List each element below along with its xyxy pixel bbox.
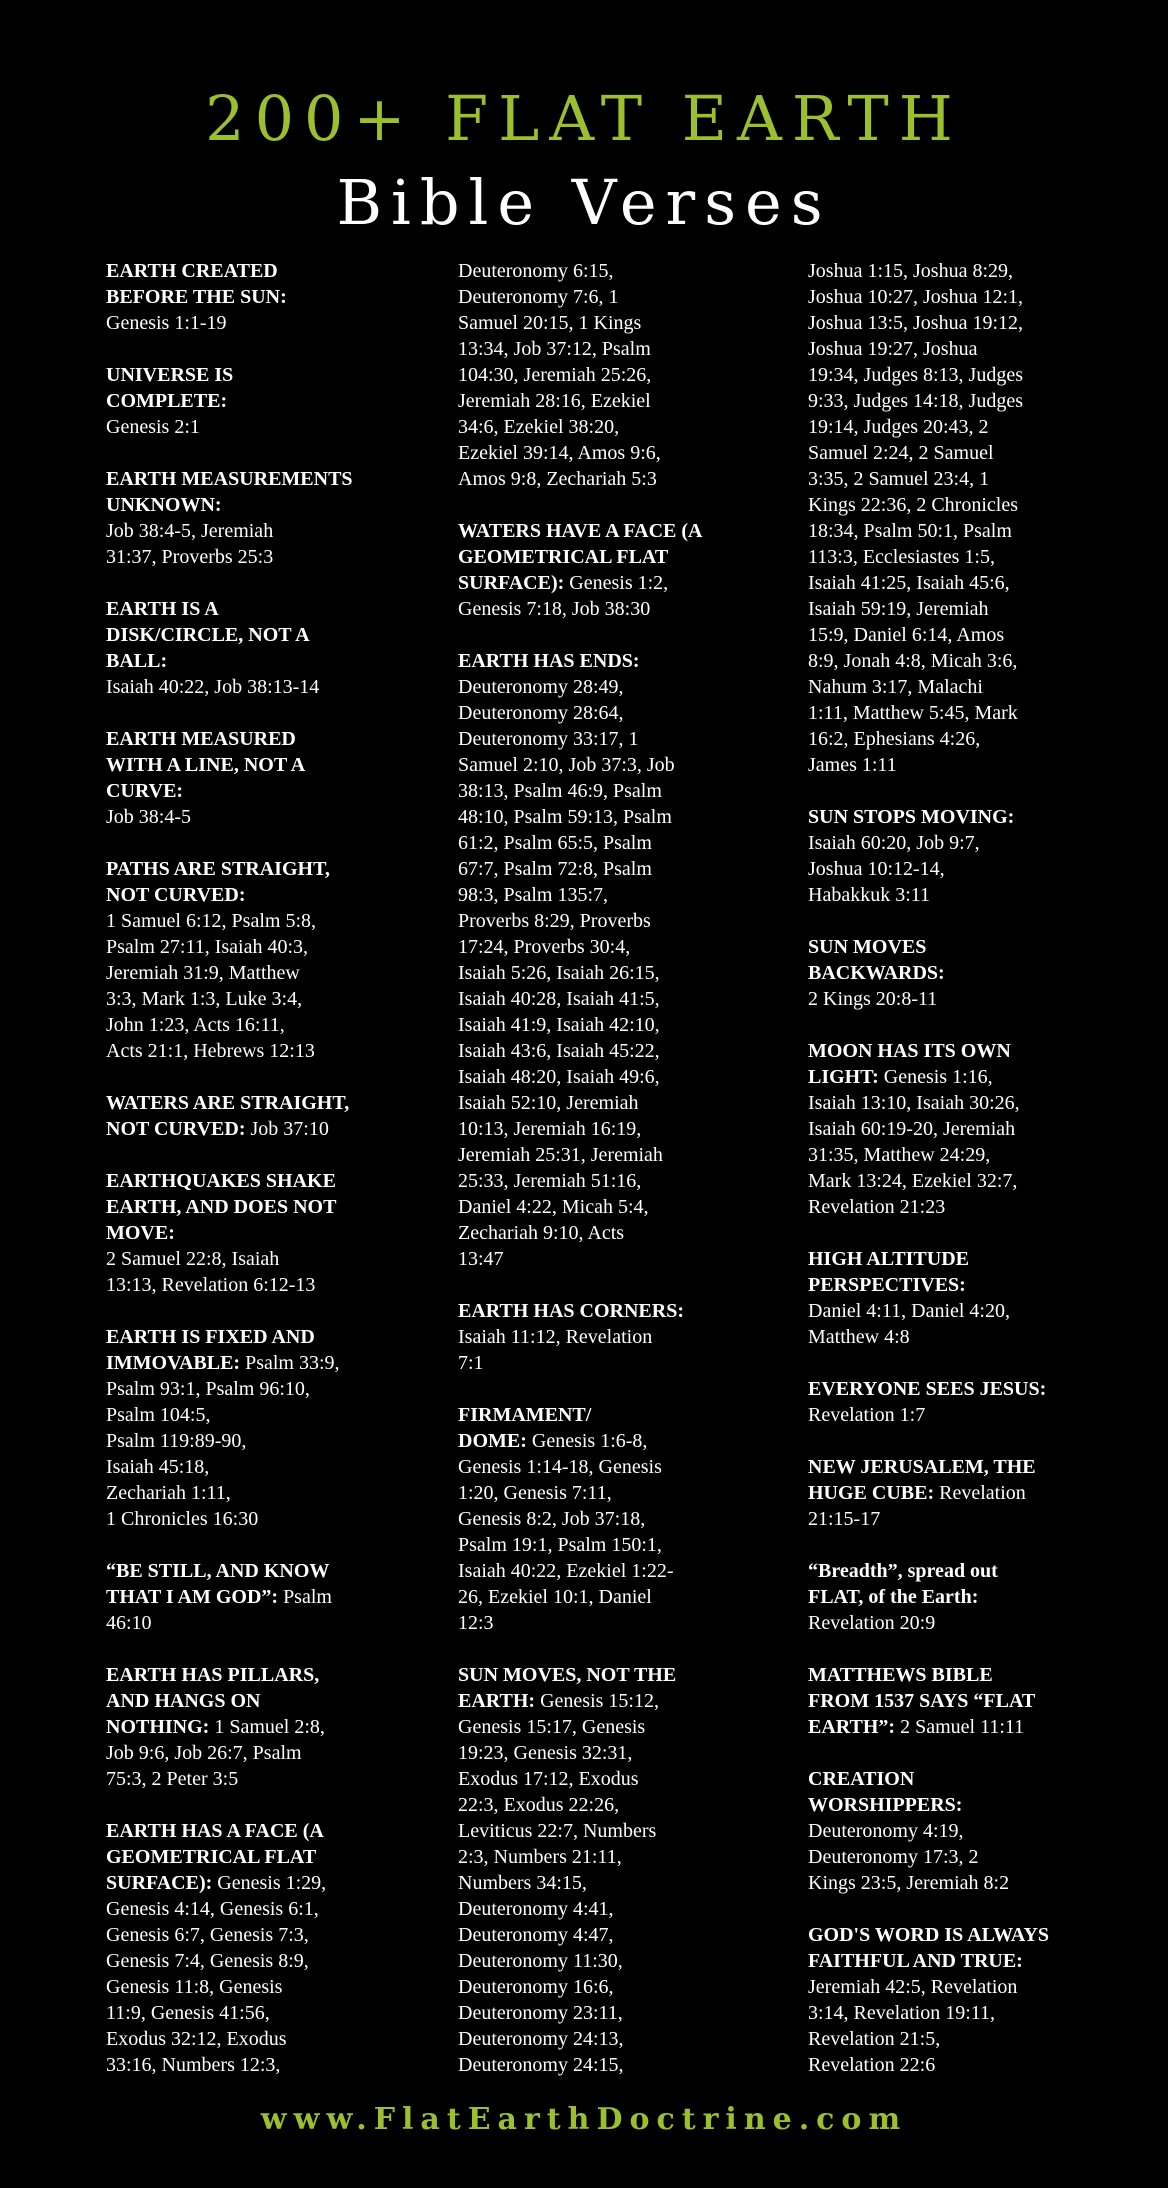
verse-entry <box>808 1376 1146 1428</box>
entry-heading: UNIVERSE IS COMPLETE: <box>106 364 234 412</box>
entry-verses: Isaiah 40:22, Job 38:13-14 <box>106 676 320 698</box>
verse-entry <box>106 856 444 1064</box>
entry-verses: Genesis 2:1 <box>106 416 200 438</box>
entry-verses: 1 Samuel 2:8, Job 9:6, Job 26:7, Psalm 75:3, 2 Peter 3:5 <box>106 1716 325 1790</box>
entry-verses: 2 Samuel 22:8, Isaiah 13:13, Revelation 6:12-13 <box>106 1248 316 1296</box>
entry-heading: WATERS ARE STRAIGHT, NOT CURVED: <box>106 1092 350 1140</box>
entry-verses: Psalm 46:10 <box>106 1586 332 1634</box>
column-3 <box>808 258 1146 2078</box>
verse-entry <box>808 1558 1146 1636</box>
entry-heading: “Breadth”, spread out FLAT, of the Earth: <box>808 1560 998 1608</box>
verse-entry <box>106 258 444 336</box>
verse-entry <box>458 648 796 1272</box>
entry-verses: Genesis 1:2, Genesis 7:18, Job 38:30 <box>458 572 669 620</box>
entry-verses: Deuteronomy 6:15, Deuteronomy 7:6, 1 Samuel 20:15, 1 Kings 13:34, Job 37:12, Psalm 104:30, Jeremiah 25:26, Jeremiah 28:16, Ezekiel 34:6, Ezekiel 38:20, Ezekiel 39:14, Amos 9:6, Amos 9:8, Zechariah 5:3 <box>458 260 661 490</box>
verse-entry <box>808 1038 1146 1220</box>
entry-verses: 1 Samuel 6:12, Psalm 5:8, Psalm 27:11, Isaiah 40:3, Jeremiah 31:9, Matthew 3:3, Mark 1:3, Luke 3:4, John 1:23, Acts 16:11, Acts 21:1, Hebrews 12:13 <box>106 910 316 1062</box>
entry-heading: SUN MOVES, NOT THE EARTH: <box>458 1664 677 1712</box>
entry-heading: “BE STILL, AND KNOW THAT I AM GOD”: <box>106 1560 330 1608</box>
entry-heading: EARTH MEASURED WITH A LINE, NOT A CURVE: <box>106 728 306 802</box>
entry-verses: Genesis 1:1-19 <box>106 312 227 334</box>
entry-verses: Revelation 1:7 <box>808 1404 926 1426</box>
entry-verses: Daniel 4:11, Daniel 4:20, Matthew 4:8 <box>808 1300 1010 1348</box>
verse-entry <box>106 466 444 570</box>
title-line-2: Bible Verses <box>336 166 832 239</box>
verse-entry <box>808 1246 1146 1350</box>
entry-verses: Revelation 21:15-17 <box>808 1482 1026 1530</box>
verse-entry <box>808 1922 1146 2078</box>
entry-heading: EVERYONE SEES JESUS: <box>808 1378 1047 1400</box>
entry-verses: Isaiah 11:12, Revelation 7:1 <box>458 1326 653 1374</box>
entry-verses: Joshua 1:15, Joshua 8:29, Joshua 10:27, Joshua 12:1, Joshua 13:5, Joshua 19:12, Joshua 19:27, Joshua 19:34, Judges 8:13, Judges 9:33, Judges 14:18, Judges 19:14, Judges 20:43, 2 Samuel 2:24, 2 Samuel 3:35, 2 Samuel 23:4, 1 Kings 22:36, 2 Chronicles 18:34, Psalm 50:1, Psalm 113:3, Ecclesiastes 1:5, Isaiah 41:25, Isaiah 45:6, Isaiah 59:19, Jeremiah 15:9, Daniel 6:14, Amos 8:9, Jonah 4:8, Micah 3:6, Nahum 3:17, Malachi 1:11, Matthew 5:45, Mark 16:2, Ephesians 4:26, James 1:11 <box>808 260 1023 776</box>
entry-heading: EARTH MEASUREMENTS UNKNOWN: <box>106 468 353 516</box>
entry-heading: NEW JERUSALEM, THE HUGE CUBE: <box>808 1456 1036 1504</box>
entry-verses: Genesis 15:12, Genesis 15:17, Genesis 19:23, Genesis 32:31, Exodus 17:12, Exodus 22:3, Exodus 22:26, Leviticus 22:7, Numbers 2:3, Numbers 21:11, Numbers 34:15, Deuteronomy 4:41, Deuteronomy 4:47, Deuteronomy 11:30, Deuteronomy 16:6, Deuteronomy 23:11, Deuteronomy 24:13, Deuteronomy 24:15, <box>458 1690 659 2076</box>
verse-entry <box>106 1558 444 1636</box>
verse-entry <box>808 1454 1146 1532</box>
title-line-1: 200+ FLAT EARTH <box>205 82 963 155</box>
entry-heading: EARTH HAS ENDS: <box>458 650 640 672</box>
verse-entry <box>458 1298 796 1376</box>
verse-entry <box>106 1818 444 2078</box>
entry-verses: Isaiah 60:20, Job 9:7, Joshua 10:12-14, Habakkuk 3:11 <box>808 832 980 906</box>
entry-heading: GOD'S WORD IS ALWAYS FAITHFUL AND TRUE: <box>808 1924 1050 1972</box>
verse-entry <box>106 596 444 700</box>
verse-entry <box>106 1090 444 1142</box>
verse-entry <box>808 258 1146 778</box>
entry-verses: Revelation 20:9 <box>808 1612 936 1634</box>
entry-heading: EARTH HAS CORNERS: <box>458 1300 684 1322</box>
footer-url[interactable]: www.FlatEarthDoctrine.com <box>260 2102 908 2137</box>
verse-entry <box>808 804 1146 908</box>
verse-entry <box>808 1766 1146 1896</box>
entry-heading: SUN STOPS MOVING: <box>808 806 1015 828</box>
entry-heading: MATTHEWS BIBLE FROM 1537 SAYS “FLAT EARTH”: <box>808 1664 1036 1738</box>
entry-verses: Genesis 1:6-8, Genesis 1:14-18, Genesis 1:20, Genesis 7:11, Genesis 8:2, Job 37:18, Psalm 19:1, Psalm 150:1, Isaiah 40:22, Ezekiel 1:22- 26, Ezekiel 10:1, Daniel 12:3 <box>458 1430 674 1634</box>
verse-entry <box>106 726 444 830</box>
verse-entry <box>458 1402 796 1636</box>
entry-heading: HIGH ALTITUDE PERSPECTIVES: <box>808 1248 969 1296</box>
verse-entry <box>106 362 444 440</box>
verse-entry <box>106 1168 444 1298</box>
verse-entry <box>106 1662 444 1792</box>
entry-verses: Deuteronomy 28:49, Deuteronomy 28:64, Deuteronomy 33:17, 1 Samuel 2:10, Job 37:3, Job 38:13, Psalm 46:9, Psalm 48:10, Psalm 59:13, Psalm 61:2, Psalm 65:5, Psalm 67:7, Psalm 72:8, Psalm 98:3, Psalm 135:7, Proverbs 8:29, Proverbs 17:24, Proverbs 30:4, Isaiah 5:26, Isaiah 26:15, Isaiah 40:28, Isaiah 41:5, Isaiah 41:9, Isaiah 42:10, Isaiah 43:6, Isaiah 45:22, Isaiah 48:20, Isaiah 49:6, Isaiah 52:10, Jeremiah 10:13, Jeremiah 16:19, Jeremiah 25:31, Jeremiah 25:33, Jeremiah 51:16, Daniel 4:22, Micah 5:4, Zechariah 9:10, Acts 13:47 <box>458 676 675 1270</box>
entry-heading: EARTH HAS A FACE (A GEOMETRICAL FLAT SURFACE): <box>106 1820 324 1894</box>
verse-entry <box>458 258 796 492</box>
column-1 <box>106 258 444 2078</box>
entry-verses: Genesis 1:29, Genesis 4:14, Genesis 6:1, Genesis 6:7, Genesis 7:3, Genesis 7:4, Genesis 8:9, Genesis 11:8, Genesis 11:9, Genesis 41:56, Exodus 32:12, Exodus 33:16, Numbers 12:3, <box>106 1872 327 2076</box>
entry-heading: EARTH IS FIXED AND IMMOVABLE: <box>106 1326 315 1374</box>
entry-heading: EARTH HAS PILLARS, AND HANGS ON NOTHING: <box>106 1664 320 1738</box>
verse-entry <box>106 1324 444 1532</box>
entry-heading: WATERS HAVE A FACE (A GEOMETRICAL FLAT SURFACE): <box>458 520 703 594</box>
entry-verses: Deuteronomy 4:19, Deuteronomy 17:3, 2 Kings 23:5, Jeremiah 8:2 <box>808 1820 1010 1894</box>
entry-verses: Job 38:4-5, Jeremiah 31:37, Proverbs 25:3 <box>106 520 274 568</box>
entry-verses: Job 37:10 <box>245 1118 329 1140</box>
entry-heading: EARTHQUAKES SHAKE EARTH, AND DOES NOT MOVE: <box>106 1170 337 1244</box>
verse-entry <box>458 518 796 622</box>
entry-verses: Job 38:4-5 <box>106 806 191 828</box>
verse-entry <box>808 934 1146 1012</box>
entry-verses: 2 Samuel 11:11 <box>895 1716 1025 1738</box>
entry-heading: EARTH CREATED BEFORE THE SUN: <box>106 260 287 308</box>
entry-heading: FIRMAMENT/ DOME: <box>458 1404 592 1452</box>
entry-verses: 2 Kings 20:8-11 <box>808 988 938 1010</box>
entry-heading: MOON HAS ITS OWN LIGHT: <box>808 1040 1011 1088</box>
entry-heading: SUN MOVES BACKWARDS: <box>808 936 945 984</box>
entry-verses: Genesis 1:16, Isaiah 13:10, Isaiah 30:26, Isaiah 60:19-20, Jeremiah 31:35, Matthew 24:29, Mark 13:24, Ezekiel 32:7, Revelation 21:23 <box>808 1066 1020 1218</box>
verse-entry <box>458 1662 796 2078</box>
entry-heading: CREATION WORSHIPPERS: <box>808 1768 963 1816</box>
verse-entry <box>808 1662 1146 1740</box>
entry-verses: Jeremiah 42:5, Revelation 3:14, Revelation 19:11, Revelation 21:5, Revelation 22:6 <box>808 1976 1018 2076</box>
entry-heading: PATHS ARE STRAIGHT, NOT CURVED: <box>106 858 330 906</box>
entry-heading: EARTH IS A DISK/CIRCLE, NOT A BALL: <box>106 598 310 672</box>
entry-verses: Psalm 33:9, Psalm 93:1, Psalm 96:10, Psalm 104:5, Psalm 119:89-90, Isaiah 45:18, Zechariah 1:11, 1 Chronicles 16:30 <box>106 1352 340 1530</box>
column-2 <box>458 258 796 2078</box>
